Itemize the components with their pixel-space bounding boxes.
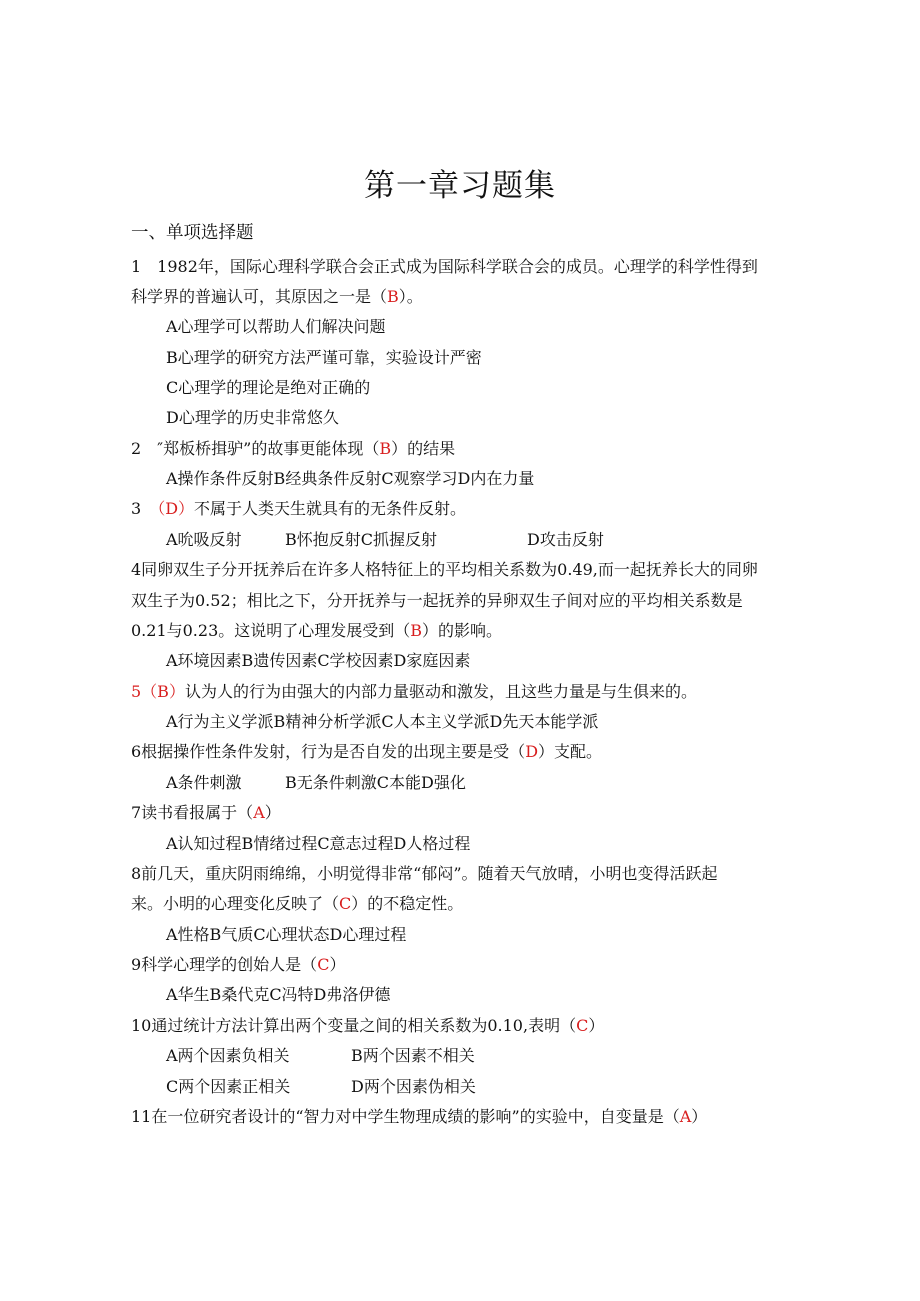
question-5-answer: 5（B）	[131, 682, 185, 701]
page-title: 第一章习题集	[364, 168, 556, 204]
question-4-line-1: 4同卵双生子分开抚养后在许多人格特征上的平均相关系数为0.49,而一起抚养长大的同卵	[131, 560, 758, 579]
question-1-option-c: C心理学的理论是绝对正确的	[166, 378, 371, 397]
question-3-option-d: D攻击反射	[527, 530, 604, 549]
question-10-text: 10通过统计方法计算出两个变量之间的相关系数为0.10,表明（	[131, 1016, 577, 1035]
question-7-options: A认知过程B情绪过程C意志过程D人格过程	[166, 834, 471, 853]
question-1-option-a: A心理学可以帮助人们解决问题	[166, 317, 386, 336]
question-7-answer: A	[253, 803, 265, 822]
question-6-tail: ）支配。	[538, 742, 603, 761]
question-4-line-2: 双生子为0.52；相比之下，分开抚养与一起抚养的异卵双生子间对应的平均相关系数是	[131, 591, 743, 610]
question-6	[131, 741, 602, 763]
question-2	[131, 438, 455, 460]
question-3-text: 不属于人类天生就具有的无条件反射。	[194, 499, 467, 518]
question-3	[131, 498, 466, 520]
question-6-answer: D	[525, 742, 539, 761]
question-10-option-a: A两个因素负相关	[166, 1046, 290, 1065]
question-5-text: 认为人的行为由强大的内部力量驱动和激发，且这些力量是与生俱来的。	[184, 682, 697, 701]
question-3-option-a: A吮吸反射	[166, 530, 242, 549]
question-11-tail: ）	[691, 1107, 708, 1126]
question-10	[131, 1015, 604, 1037]
question-9	[131, 954, 345, 976]
question-7-text: 7读书看报属于（	[131, 803, 254, 822]
question-10-answer: C	[576, 1016, 589, 1035]
question-2-options: A操作条件反射B经典条件反射C观察学习D内在力量	[166, 469, 535, 488]
question-8-answer: C	[339, 894, 352, 913]
question-11	[131, 1106, 707, 1128]
question-8-line-2	[131, 893, 463, 915]
question-5	[131, 681, 697, 703]
question-3-answer: （D）	[157, 499, 195, 518]
question-8-line-1: 8前几天，重庆阴雨绵绵，小明觉得非常“郁闷”。随着天气放晴，小明也变得活跃起	[131, 864, 718, 883]
question-6-option-a: A条件刺激	[166, 773, 242, 792]
question-4-tail: ）的影响。	[422, 621, 503, 640]
question-4-text: 0.21与0.23。这说明了心理发展受到（	[131, 621, 411, 640]
question-3-number: 3	[131, 499, 158, 518]
question-1-line-1: 1 1982年，国际心理科学联合会正式成为国际科学联合会的成员。心理学的科学性得到	[131, 257, 758, 276]
question-2-text: 2 ″郑板桥揖驴”的故事更能体现（	[131, 439, 380, 458]
question-4-line-3	[131, 620, 502, 642]
question-9-text: 9科学心理学的创始人是（	[131, 955, 318, 974]
question-8-options: A性格B气质C心理状态D心理过程	[166, 925, 407, 944]
question-11-answer: A	[679, 1107, 692, 1126]
question-7-tail: ）	[264, 803, 281, 822]
section-heading: 一、单项选择题	[131, 223, 254, 243]
question-1-tail: ）。	[398, 287, 423, 306]
question-11-text: 11在一位研究者设计的“智力对中学生物理成绩的影响”的实验中，自变量是（	[131, 1107, 680, 1126]
question-9-tail: ）	[329, 955, 346, 974]
question-10-option-c: C两个因素正相关	[166, 1077, 291, 1096]
question-8-text: 来。小明的心理变化反映了（	[131, 894, 340, 913]
question-10-option-b: B两个因素不相关	[351, 1046, 475, 1065]
question-2-tail: ）的结果	[391, 439, 456, 458]
question-1-option-b: B心理学的研究方法严谨可靠，实验设计严密	[166, 348, 482, 367]
question-1-answer: B	[387, 287, 399, 306]
question-2-answer: B	[379, 439, 392, 458]
question-1-line-2	[131, 286, 423, 308]
question-8-tail: ）的不稳定性。	[351, 894, 464, 913]
question-4-options: A环境因素B遗传因素C学校因素D家庭因素	[166, 651, 471, 670]
question-1-option-d: D心理学的历史非常悠久	[166, 408, 339, 427]
question-9-options: A华生B桑代克C冯特D弗洛伊德	[166, 985, 391, 1004]
question-6-option-rest: B无条件刺激C本能D强化	[285, 773, 466, 792]
question-1-text: 科学界的普遍认可，其原因之一是（	[131, 287, 388, 306]
question-5-options: A行为主义学派B精神分析学派C人本主义学派D先天本能学派	[166, 712, 599, 731]
question-10-tail: ）	[588, 1016, 605, 1035]
question-6-text: 6根据操作性条件发射，行为是否自发的出现主要是受（	[131, 742, 526, 761]
question-10-option-d: D两个因素伪相关	[351, 1077, 476, 1096]
question-4-answer: B	[410, 621, 423, 640]
question-7	[131, 802, 281, 824]
question-3-option-bc: B怀抱反射C抓握反射	[285, 530, 438, 549]
question-9-answer: C	[317, 955, 330, 974]
